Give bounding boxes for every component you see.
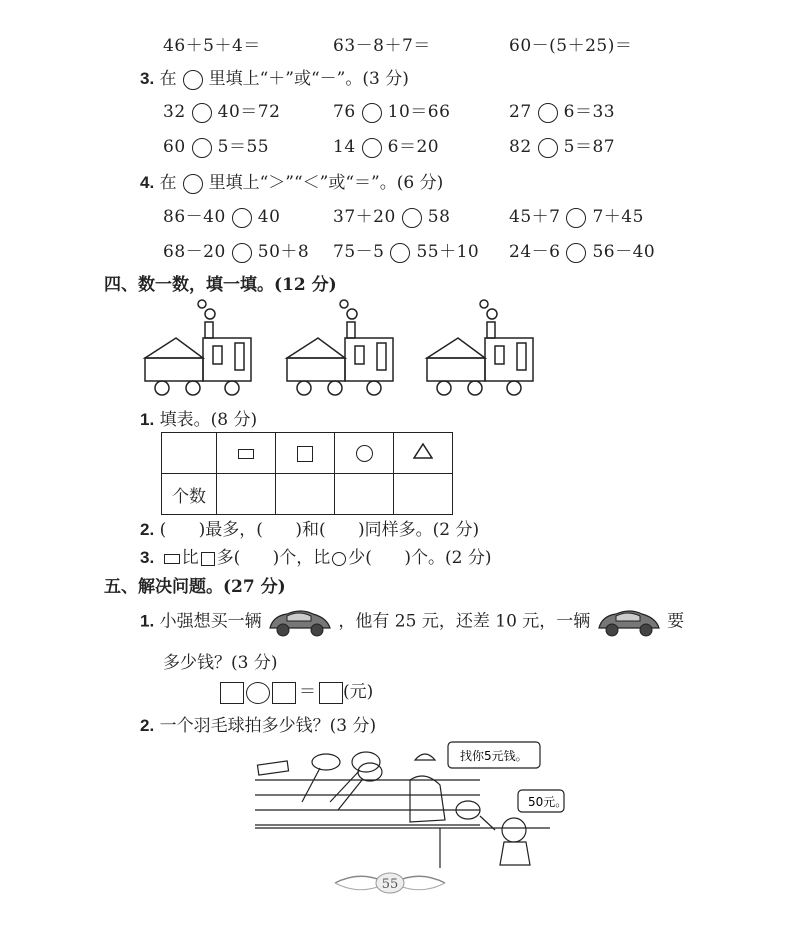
- answer-box[interactable]: [220, 682, 244, 704]
- s4-q1: 1. 填表。(8 分): [140, 410, 258, 430]
- count-table: [161, 432, 453, 515]
- q4-pre: 在: [159, 173, 177, 193]
- operator-circle[interactable]: [246, 682, 270, 704]
- table-row-label: 个数: [162, 474, 217, 515]
- train-figures: [140, 292, 540, 402]
- speech-bubble-seller: 找你5元钱。: [460, 749, 528, 763]
- q4-item: 45＋7 7＋45: [509, 207, 644, 227]
- toy-car-icon: [596, 606, 662, 638]
- toy-car-icon: [267, 606, 333, 638]
- train-icon: [427, 300, 533, 395]
- train-icon: [287, 300, 393, 395]
- q3-item: 32 40＝72: [163, 102, 281, 122]
- q4-item: 37＋20 58: [333, 207, 451, 227]
- circle-icon: [332, 552, 346, 566]
- answer-circle-icon: [183, 174, 203, 194]
- q3-pre: 在: [159, 69, 177, 89]
- s5-q1-equation: ＝ (元): [220, 677, 373, 704]
- section5-title: 五、解决问题。(27 分): [104, 577, 286, 597]
- fill-circle[interactable]: [538, 138, 558, 158]
- rectangle-icon: [238, 449, 254, 459]
- top-eq-2: 63－8＋7＝: [333, 36, 431, 56]
- q4-item: 68－20 50＋8: [163, 242, 310, 262]
- fill-circle[interactable]: [192, 138, 212, 158]
- q3-instruction: [140, 64, 409, 90]
- top-eq-3: 60－(5＋25)＝: [509, 36, 633, 56]
- q4-item: 86－40 40: [163, 207, 281, 227]
- fill-circle[interactable]: [232, 243, 252, 263]
- fill-circle[interactable]: [566, 208, 586, 228]
- square-icon: [201, 552, 215, 566]
- circle-icon: [356, 445, 373, 462]
- q4-item: 24－6 56－40: [509, 242, 656, 262]
- train-icon: [145, 300, 251, 395]
- q3-item: 76 10＝66: [333, 102, 451, 122]
- fill-circle[interactable]: [566, 243, 586, 263]
- speech-bubble-child: 50元。: [528, 795, 568, 809]
- q3-text: 里填上“＋”或“－”。(3 分): [208, 69, 409, 89]
- section4-title: 四、数一数，填一填。(12 分): [104, 275, 337, 295]
- s5-q2: 2. 一个羽毛球拍多少钱？(3 分): [140, 716, 377, 736]
- answer-box[interactable]: [319, 682, 343, 704]
- q4-item: 75－5 55＋10: [333, 242, 480, 262]
- fill-circle[interactable]: [192, 103, 212, 123]
- q3-item: 82 5＝87: [509, 137, 616, 157]
- fill-circle[interactable]: [538, 103, 558, 123]
- s5-q1-line1: 1. 小强想买一辆 ，他有 25 元，还差 10 元，一辆 要: [140, 606, 684, 638]
- fill-circle[interactable]: [402, 208, 422, 228]
- fill-circle[interactable]: [232, 208, 252, 228]
- top-eq-1: 46＋5＋4＝: [163, 36, 261, 56]
- fill-circle[interactable]: [390, 243, 410, 263]
- fill-circle[interactable]: [362, 138, 382, 158]
- q4-text: 里填上“＞”“＜”或“＝”。(6 分): [208, 173, 444, 193]
- s5-q1-line2: 多少钱？(3 分): [163, 653, 278, 673]
- table-answer-cell[interactable]: [394, 474, 453, 515]
- shop-illustration: [250, 740, 590, 868]
- page-ornament: [330, 868, 450, 898]
- answer-circle-icon: [183, 70, 203, 90]
- table-answer-cell[interactable]: [335, 474, 394, 515]
- page-number: 55: [381, 877, 399, 892]
- s4-q2: 2. ( )最多，( )和( )同样多。(2 分): [140, 520, 480, 540]
- q3-item: 60 5＝55: [163, 137, 270, 157]
- q4-number: 4.: [140, 173, 155, 192]
- triangle-icon: [413, 442, 433, 460]
- rectangle-icon: [164, 554, 180, 564]
- q3-item: 14 6＝20: [333, 137, 440, 157]
- q4-instruction: [140, 168, 443, 194]
- q3-number: 3.: [140, 69, 155, 88]
- answer-box[interactable]: [272, 682, 296, 704]
- table-answer-cell[interactable]: [276, 474, 335, 515]
- q3-item: 27 6＝33: [509, 102, 616, 122]
- square-icon: [297, 446, 313, 462]
- s4-q3: 3. 比 多( )个，比 少( )个。(2 分): [140, 548, 492, 568]
- table-answer-cell[interactable]: [217, 474, 276, 515]
- fill-circle[interactable]: [362, 103, 382, 123]
